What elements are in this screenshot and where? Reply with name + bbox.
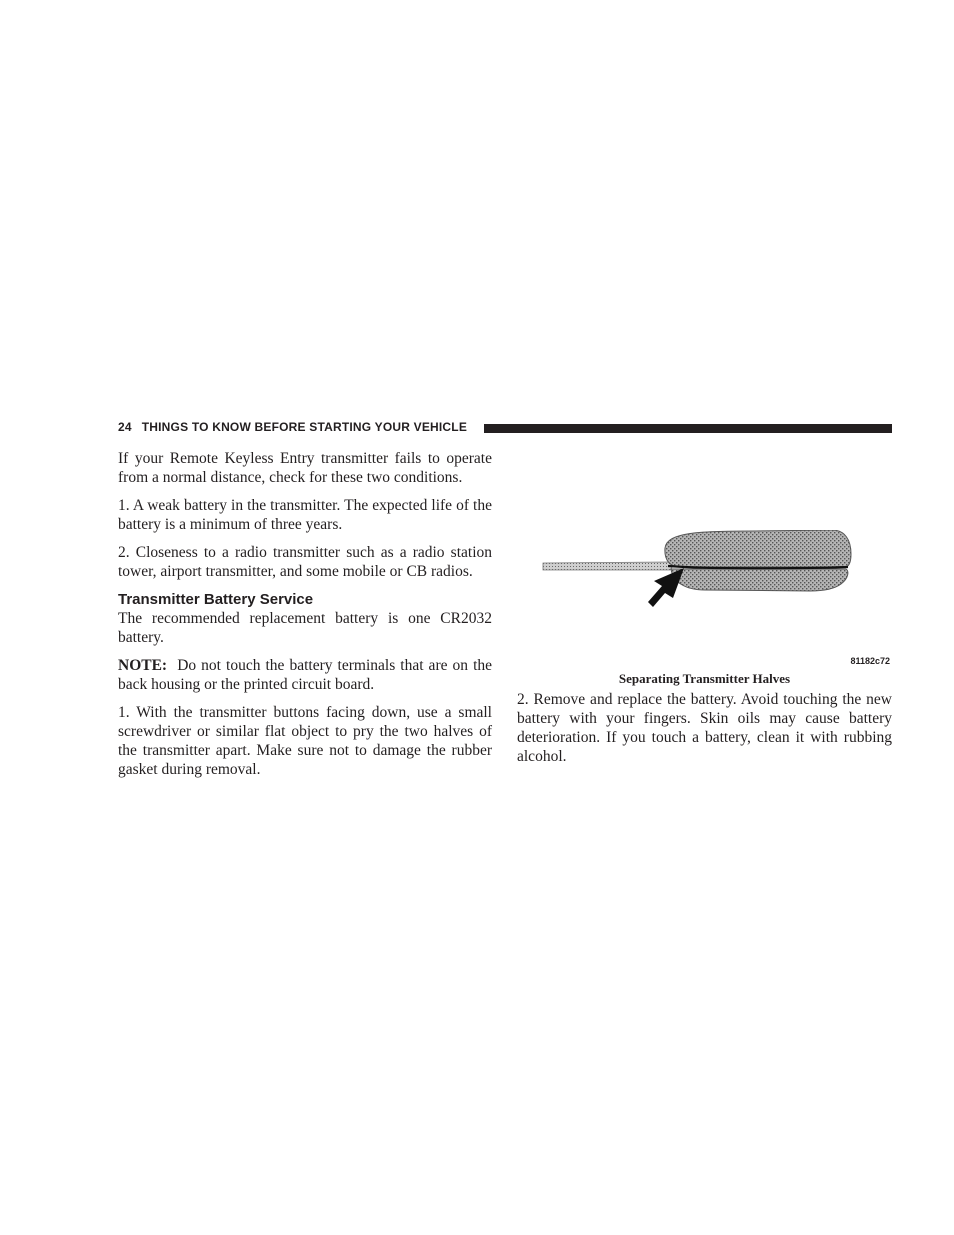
transmitter-illustration [540,530,892,668]
section-title: THINGS TO KNOW BEFORE STARTING YOUR VEHICLE [141,420,468,434]
page-number: 24 [118,420,132,434]
condition-1-paragraph: 1. A weak battery in the transmitter. The expected life of the battery is a minimum of three years. [118,497,492,533]
section-heading: Transmitter Battery Service [118,591,314,608]
figure-code: 81182c72 [850,656,890,666]
step-1-paragraph: 1. With the transmitter buttons facing down, use a small screwdriver or similar flat object to pry the two halves of the transmitter apart. Make sure not to damage the rubber gasket during removal. [118,704,492,778]
left-column [118,449,492,788]
header-rule [484,424,892,433]
figure-caption: Separating Transmitter Halves [618,671,791,686]
step-2-paragraph: 2. Remove and replace the battery. Avoid touching the new battery with your fingers. Skin oils may cause battery deterioration. If you touch a battery, clean it with rubbing alcohol. [517,691,892,765]
recommended-battery-paragraph: The recommended replacement battery is one CR2032 battery. [118,610,492,646]
transmitter-figure [540,530,892,668]
condition-2-paragraph: 2. Closeness to a radio transmitter such as a radio station tower, airport transmitter, and some mobile or CB radios. [118,544,492,580]
note-paragraph [118,656,492,694]
note-text: Do not touch the battery terminals that are on the back housing or the printed circuit board. [118,657,493,693]
header-text [118,420,467,434]
note-label: NOTE: [118,657,168,674]
intro-paragraph: If your Remote Keyless Entry transmitter fails to operate from a normal distance, check for these two conditions. [118,450,492,486]
page-header [118,418,892,438]
right-column [517,690,892,775]
arrow-icon [648,568,684,607]
